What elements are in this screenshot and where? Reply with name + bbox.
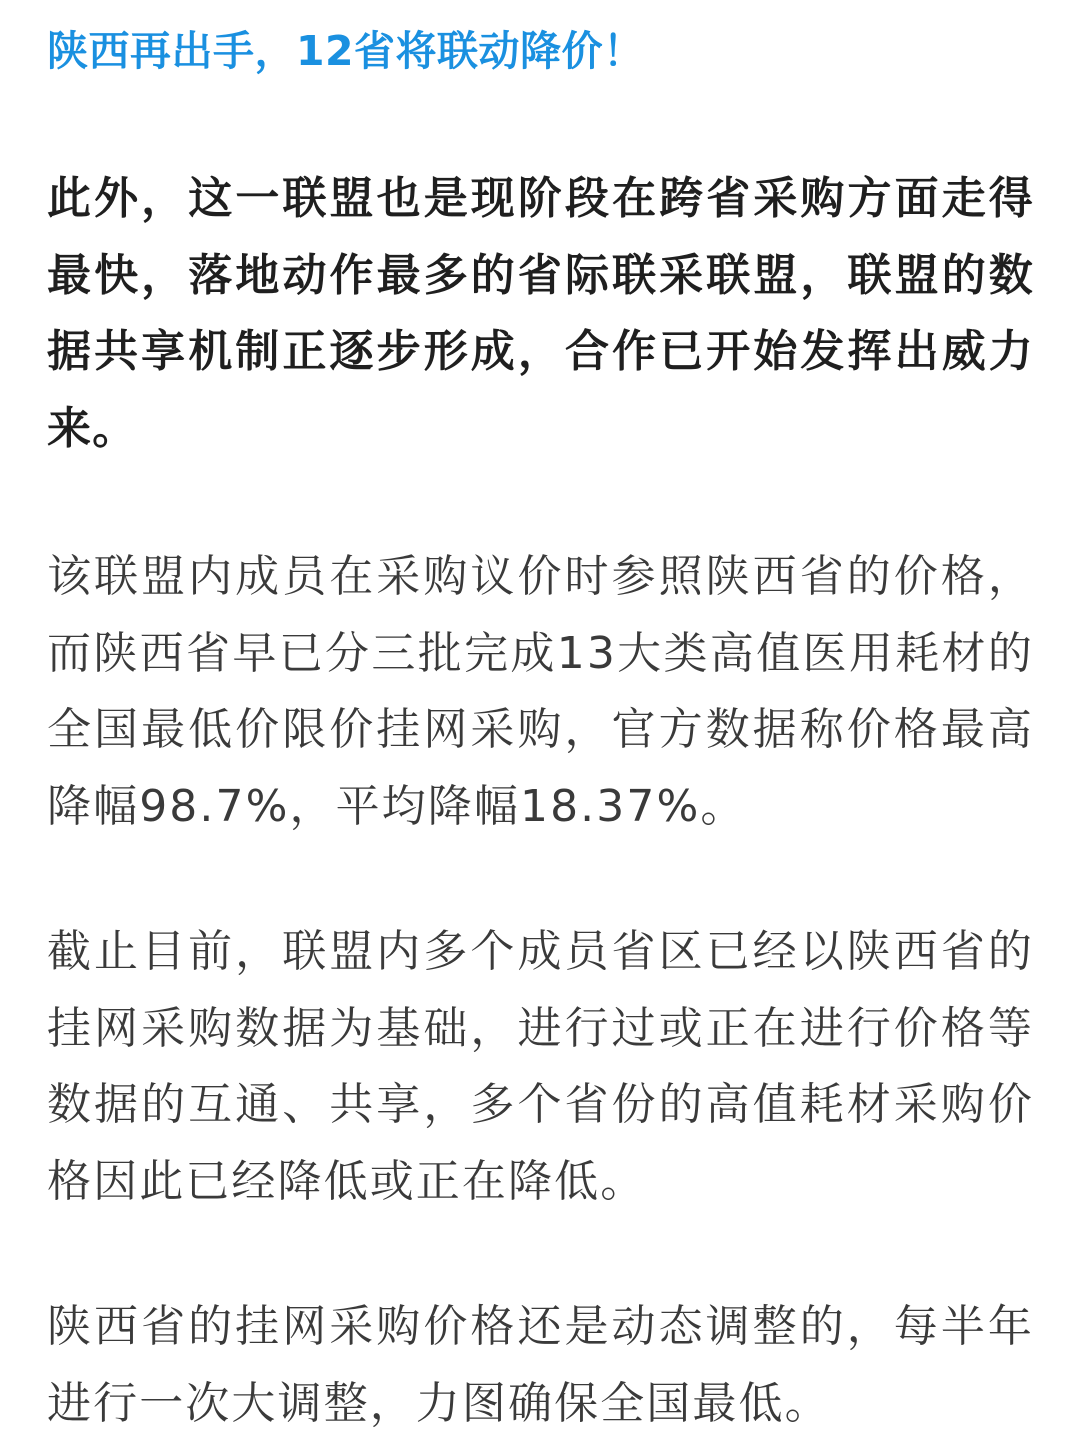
article-heading: 陕西再出手，12省将联动降价！ [47,27,645,75]
paragraph-bold-intro: 此外，这一联盟也是现阶段在跨省采购方面走得最快，落地动作最多的省际联采联盟，联盟的数据共享机制正逐步形成，合作已开始发挥出威力来。 [47,173,1034,454]
paragraph-dynamic-adjustment: 陕西省的挂网采购价格还是动态调整的，每半年进行一次大调整，力图确保全国最低。 [47,1301,1034,1429]
paragraph-pricing: 该联盟内成员在采购议价时参照陕西省的价格，而陕西省早已分三批完成13大类高值医用耗材的全国最低价限价挂网采购，官方数据称价格最高降幅98.7%，平均降幅18.37%。 [47,551,1034,832]
paragraph-progress: 截止目前，联盟内多个成员省区已经以陕西省的挂网采购数据为基础，进行过或正在进行价格等数据的互通、共享，多个省份的高值耗材采购价格因此已经降低或正在降低。 [47,926,1034,1207]
